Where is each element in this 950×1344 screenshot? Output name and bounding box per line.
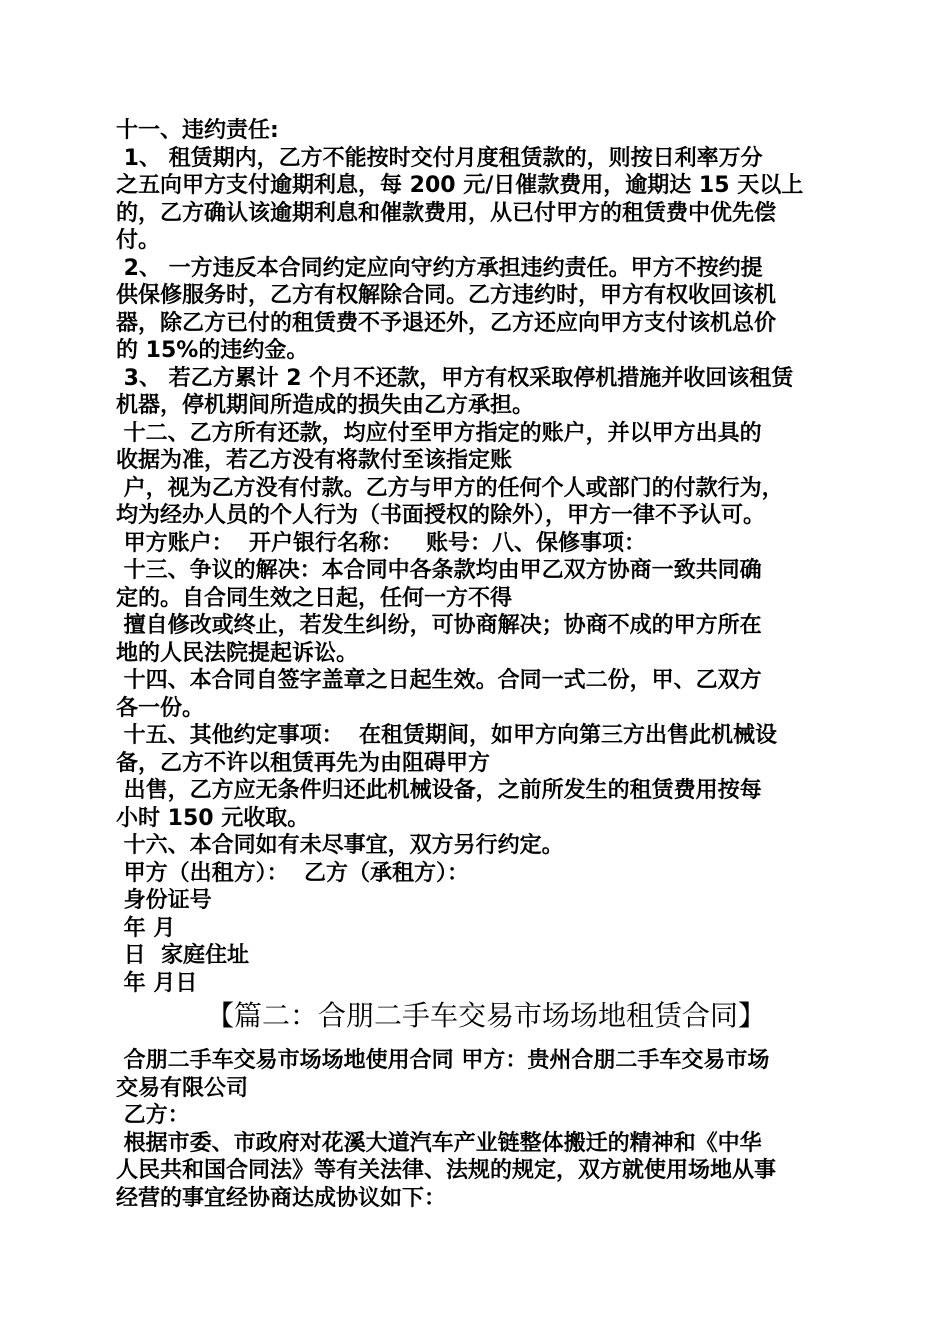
text-line: 交易有限公司 [116, 1075, 249, 1101]
text-line: 各一份。 [116, 695, 205, 721]
contract-section-1 [116, 117, 846, 997]
text-line: 十四、本合同自签字盖章之日起生效。合同一式二份，甲、乙双方 [116, 668, 762, 693]
text-line: 年 月日 [116, 970, 198, 996]
text-line: 十一、违约责任: [116, 118, 279, 143]
document-body [116, 117, 846, 1212]
text-line: 器，除乙方已付的租赁费不予退还外，乙方还应向甲方支付该机总价 [116, 310, 777, 336]
text-line: 十二、乙方所有还款，均应付至甲方指定的账户，并以甲方出具的 [116, 420, 762, 446]
text-line: 乙方： [116, 1103, 190, 1128]
contract-section-2 [116, 1047, 846, 1212]
text-line: 小时 150 元收取。 [116, 805, 310, 831]
text-line: 甲方账户： 开户银行名称： 账号：八、保修事项： [116, 530, 646, 556]
text-line: 3、 若乙方累计 2 个月不还款，甲方有权采取停机措施并收回该租赁 [116, 365, 794, 391]
text-line: 人民共和国合同法》等有关法律、法规的规定，双方就使用场地从事 [116, 1158, 777, 1183]
text-line: 1、 租赁期内，乙方不能按时交付月度租赁款的，则按日利率万分 [116, 145, 763, 171]
text-line: 十五、其他约定事项： 在租赁期间，如甲方向第三方出售此机械设 [116, 723, 777, 748]
text-line: 机器，停机期间所造成的损失由乙方承担。 [116, 393, 535, 418]
text-line: 收据为准，若乙方没有将款付至该指定账 [116, 448, 513, 473]
text-line: 地的人民法院提起诉讼。 [116, 640, 359, 666]
text-line: 的 15%的违约金。 [116, 338, 309, 363]
text-line: 均为经办人员的个人行为（书面授权的除外），甲方一律不予认可。 [116, 503, 766, 528]
text-line: 经营的事宜经协商达成协议如下： [116, 1185, 447, 1211]
text-line: 备，乙方不许以租赁再先为由阻碍甲方 [116, 750, 491, 776]
text-line: 供保修服务时，乙方有权解除合同。乙方违约时，甲方有权收回该机 [116, 283, 777, 308]
text-line: 年 月 [116, 915, 176, 941]
section-heading: 【篇二：合朋二手车交易市场场地租赁合同】 [205, 999, 766, 1032]
text-line: 出售，乙方应无条件归还此机械设备，之前所发生的租赁费用按每 [116, 778, 762, 803]
text-line: 的，乙方确认该逾期利息和催款费用，从已付甲方的租赁费中优先偿 [116, 200, 777, 226]
text-line: 合朋二手车交易市场场地使用合同 甲方：贵州合朋二手车交易市场 [116, 1048, 770, 1073]
text-line: 甲方（出租方）： 乙方（承租方）： [116, 860, 469, 886]
text-line: 擅自修改或终止，若发生纠纷，可协商解决；协商不成的甲方所在 [116, 613, 762, 638]
text-line: 身份证号 [116, 888, 212, 913]
text-line: 十六、本合同如有未尽事宜，双方另行约定。 [116, 833, 564, 858]
text-line: 根据市委、市政府对花溪大道汽车产业链整体搬迁的精神和《中华 [116, 1130, 762, 1156]
text-line: 2、 一方违反本合同约定应向守约方承担违约责任。甲方不按约提 [116, 255, 763, 281]
text-line: 户，视为乙方没有付款。乙方与甲方的任何个人或部门的付款行为， [116, 475, 784, 501]
text-line: 之五向甲方支付逾期利息，每 200 元/日催款费用，逾期达 15 天以上 [116, 173, 804, 198]
text-line: 日 家庭住址 [116, 943, 249, 968]
text-line: 定的。自合同生效之日起，任何一方不得 [116, 585, 513, 611]
text-line: 付。 [116, 228, 161, 253]
text-line: 十三、争议的解决：本合同中各条款均由甲乙双方协商一致共同确 [116, 558, 762, 583]
